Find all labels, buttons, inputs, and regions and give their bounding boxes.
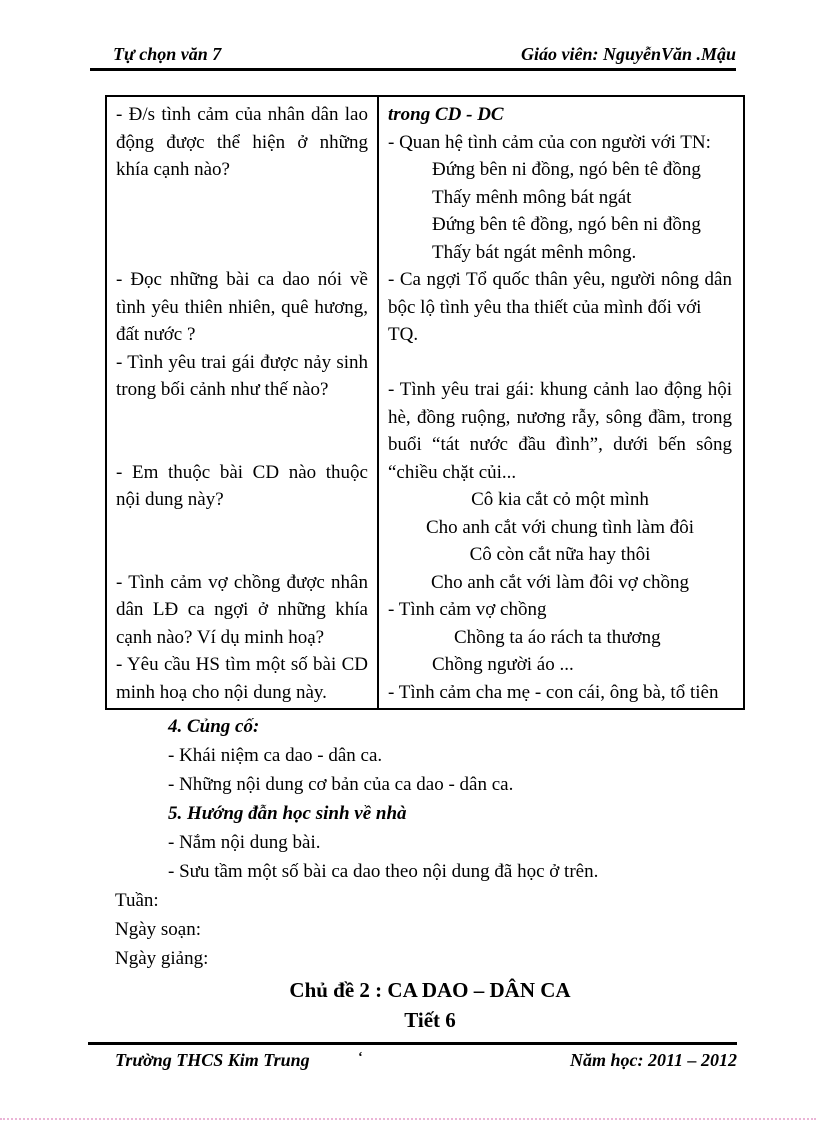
answer-line: buổi “tát nước đầu đình”, dưới bến sông: [388, 434, 732, 455]
poem-line: Đứng bên tê đồng, ngó bên ni đồng: [432, 214, 701, 235]
question-line: - Tình cảm vợ chồng được nhân: [116, 571, 368, 593]
poem-line: Cho anh cắt với chung tình làm đôi: [425, 516, 695, 538]
header-teacher-label: Giáo viên: NguyễnVăn .Mậu: [520, 44, 736, 64]
question-block-3: [116, 349, 368, 404]
lesson-footer-section: [90, 712, 736, 1035]
page-footer: [88, 1042, 737, 1071]
question-line: tình yêu thiên nhiên, quê hương,: [116, 296, 368, 318]
date-prepared-label: Ngày soạn:: [115, 919, 202, 940]
question-line: - Đọc những bài ca dao nói về: [116, 269, 368, 290]
poem-line: Thấy mênh mông bát ngát: [432, 186, 632, 208]
section-5-heading: 5. Hướng đẫn học sinh về nhà: [168, 803, 407, 824]
section-5-item: - Nắm nội dung bài.: [168, 832, 321, 853]
poem-line: Cho anh cắt với làm đôi vợ chồng: [430, 571, 690, 593]
question-block-2: [116, 266, 368, 349]
answer-heading: trong CD - DC: [388, 104, 504, 125]
answer-line: - Tình cảm vợ chồng: [388, 599, 547, 620]
question-line: động được thể hiện ở những: [116, 131, 368, 153]
answer-line: - Tình cảm cha mẹ - con cái, ông bà, tổ tiên: [388, 681, 719, 703]
question-line: - Em thuộc bài CD nào thuộc: [116, 461, 368, 483]
question-line: khía cạnh nào?: [116, 159, 230, 180]
answer-block-2: [388, 266, 732, 349]
answer-line: - Ca ngợi Tổ quốc thân yêu, người nông dân: [388, 269, 732, 290]
answer-line: hè, đồng ruộng, nương rẫy, sông đầm, trong: [388, 406, 732, 428]
poem-block-3: [388, 624, 732, 679]
question-block-4: [116, 459, 368, 514]
answer-block-3: [388, 376, 732, 486]
period-title: Tiết 6: [404, 1008, 456, 1032]
question-block-1: [116, 101, 368, 184]
date-taught-label: Ngày giảng:: [115, 948, 209, 969]
answer-column: [377, 97, 741, 708]
question-line: - Tình yêu trai gái được nảy sinh: [116, 351, 368, 373]
question-line: trong bối cảnh như thế nào?: [116, 379, 329, 400]
question-line: - Yêu cầu HS tìm một số bài CD: [116, 654, 368, 675]
spacer: [116, 514, 368, 569]
question-block-6: [116, 651, 368, 706]
footer-school-label: Trường THCS Kim Trung: [115, 1050, 310, 1070]
question-block-5: [116, 569, 368, 652]
spacer: [116, 404, 368, 459]
poem-line: Chồng ta áo rách ta thương: [454, 626, 661, 648]
answer-line: bộc lộ tình yêu tha thiết của mình đối với TQ.: [388, 296, 702, 345]
section-4-item: - Khái niệm ca dao - dân ca.: [168, 745, 383, 766]
question-line: cạnh nào? Ví dụ minh hoạ?: [116, 626, 325, 648]
poem-block-1: [388, 156, 732, 266]
poem-block-2: [388, 486, 732, 596]
answer-line: “chiều chặt củi...: [388, 461, 517, 483]
answer-line: - Quan hệ tình cảm của con người với TN:: [388, 131, 711, 153]
section-5-item: - Sưu tầm một số bài ca dao theo nội dung đã học ở trên.: [168, 861, 599, 882]
page-header: [90, 44, 736, 71]
poem-line: Thấy bát ngát mênh mông.: [432, 241, 637, 263]
scan-dotted-line: [0, 1118, 816, 1120]
question-line: đất nước ?: [116, 324, 196, 345]
answer-line: - Tình yêu trai gái: khung cảnh lao động hội: [388, 379, 732, 400]
question-line: - Đ/s tình cảm của nhân dân lao: [116, 104, 368, 125]
poem-line: Chồng người áo ...: [432, 654, 574, 675]
section-4-heading: 4. Củng cố:: [168, 716, 260, 737]
footer-year-label: Năm học: 2011 – 2012: [569, 1050, 737, 1070]
poem-line: Cô còn cắt nữa hay thôi: [469, 544, 651, 565]
section-4-item: - Những nội dung cơ bản của ca dao - dân ca.: [168, 774, 514, 795]
spacer: [388, 349, 732, 377]
question-line: nội dung này?: [116, 489, 224, 510]
header-course-label: Tự chọn văn 7: [113, 44, 222, 64]
question-line: dân LĐ ca ngợi ở những khía: [116, 599, 368, 620]
spacer: [116, 184, 368, 267]
topic-title: Chủ đề 2 : CA DAO – DÂN CA: [289, 978, 571, 1002]
question-column: [107, 97, 377, 708]
week-label: Tuần:: [115, 890, 159, 911]
lesson-table: [105, 95, 745, 710]
poem-line: Đứng bên ni đồng, ngó bên tê đồng: [432, 159, 701, 180]
footer-mark: ‘: [357, 1050, 363, 1065]
question-line: minh hoạ cho nội dung này.: [116, 681, 327, 703]
poem-line: Cô kia cắt cỏ một mình: [471, 489, 649, 510]
